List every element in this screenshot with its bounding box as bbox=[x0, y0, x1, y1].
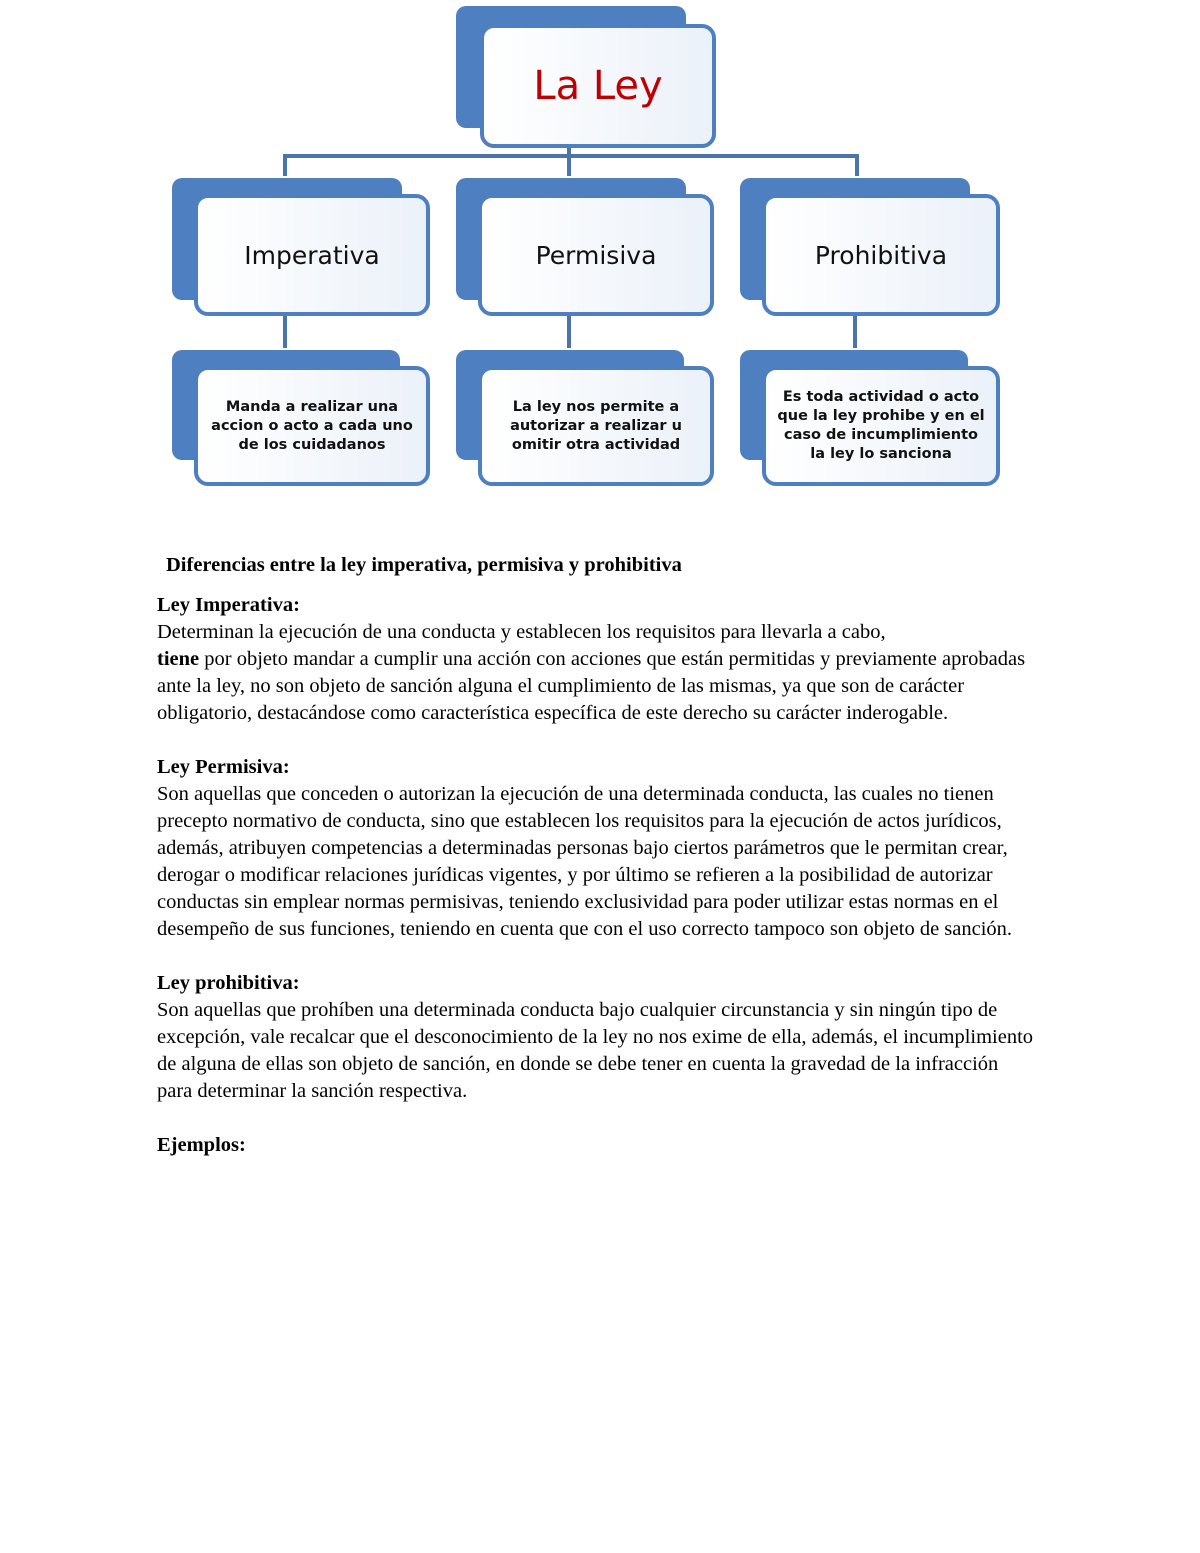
description-text: Es toda actividad o acto que la ley prohibe y en el caso de incumplimiento la ley lo sanciona bbox=[777, 389, 985, 462]
document-body bbox=[157, 552, 1037, 1159]
section-prohibitiva bbox=[157, 970, 1037, 1105]
section-heading: Ley Permisiva: bbox=[157, 756, 290, 778]
document-title: Diferencias entre la ley imperativa, permisiva y prohibitiva bbox=[166, 554, 682, 576]
description-text: La ley nos permite a autorizar a realizar u omitir otra actividad bbox=[510, 398, 682, 453]
connector-horizontal bbox=[283, 154, 859, 158]
section-body: Son aquellas que conceden o autorizan la ejecución de una determinada conducta, las cuales no tienen precepto normativo de conducta, sino que establecen los requisitos para la ejecución de actos jurídicos, además, atribuyen competencias a determinadas personas bajo ciertos parámetros que le permitan crear, derogar o modificar relaciones jurídicas vigentes, y por último se refieren a la posibilidad de autorizar conductas sin emplear normas permisivas, teniendo exclusividad para poder utilizar estas normas en el desempeño de sus funciones, teniendo en cuenta que con el uso correcto tampoco son objeto de sanción. bbox=[157, 783, 1013, 940]
category-label: Permisiva bbox=[535, 240, 657, 270]
section-heading: Ley Imperativa: bbox=[157, 594, 300, 616]
section-body: Son aquellas que prohíben una determinada conducta bajo cualquier circunstancia y sin ningún tipo de excepción, vale recalcar que el desconocimiento de la ley no nos exime de ella, además, el incumplimiento de alguna de ellas son objeto de sanción, en donde se debe tener en cuenta la gravedad de la infracción para determinar la sanción respectiva. bbox=[157, 999, 1034, 1102]
connector-left-down bbox=[283, 154, 287, 176]
section-permisiva bbox=[157, 754, 1037, 943]
connector-center-down bbox=[567, 154, 571, 176]
category-label: Prohibitiva bbox=[814, 240, 948, 270]
section-body-bold: tiene bbox=[157, 648, 200, 670]
description-text: Manda a realizar una accion o acto a cada uno de los cuidadanos bbox=[211, 398, 413, 453]
law-types-diagram bbox=[0, 0, 1200, 500]
root-node-label: La Ley bbox=[533, 63, 663, 109]
connector-imperativa-desc bbox=[283, 312, 287, 348]
section-body bbox=[157, 619, 1037, 727]
examples-heading: Ejemplos: bbox=[157, 1134, 246, 1156]
connector-prohibitiva-desc bbox=[853, 312, 857, 348]
section-body-text: Determinan la ejecución de una conducta y establecen los requisitos para llevarla a cabo, bbox=[157, 621, 886, 643]
section-imperativa bbox=[157, 592, 1037, 727]
section-body-text: por objeto mandar a cumplir una acción con acciones que están permitidas y previamente aprobadas ante la ley, no son objeto de sanción alguna el cumplimiento de las mismas, ya que son de carácter obligatorio, destacándose como característica específica de este derecho su carácter inderogable. bbox=[157, 648, 1026, 724]
connector-permisiva-desc bbox=[567, 312, 571, 348]
section-heading: Ley prohibitiva: bbox=[157, 972, 300, 994]
category-label: Imperativa bbox=[244, 240, 380, 270]
connector-right-down bbox=[855, 154, 859, 176]
